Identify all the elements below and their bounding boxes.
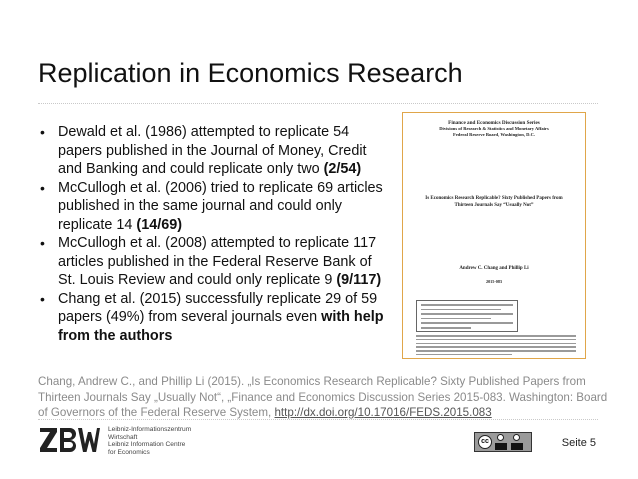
bullet-item bbox=[38, 123, 388, 179]
paper-authors: Andrew C. Chang and Phillip Li bbox=[459, 266, 529, 271]
paper-series: Finance and Economics Discussion Series bbox=[448, 120, 540, 126]
bullet-text: McCullogh et al. (2006) tried to replicate 69 articles published in the same journal and could only replicate 14 bbox=[58, 179, 383, 233]
cc-by-nc-license-icon[interactable] bbox=[474, 432, 532, 452]
citation bbox=[38, 374, 608, 421]
paper-title-line: Is Economics Research Replicable? Sixty Published Papers from bbox=[425, 196, 563, 201]
paper-title bbox=[413, 196, 575, 209]
by-label-icon bbox=[495, 443, 507, 450]
paper-thumbnail bbox=[402, 112, 586, 359]
footer-divider bbox=[38, 419, 598, 420]
paper-title-line: Thirteen Journals Say “Usually Not” bbox=[454, 202, 534, 208]
bullet-dot-icon: • bbox=[40, 290, 45, 307]
bullet-dot-icon: • bbox=[40, 235, 45, 251]
bullet-bold: (9/117) bbox=[336, 272, 382, 288]
zbw-logo bbox=[38, 424, 100, 454]
doi-link[interactable]: http://dx.doi.org/10.17016/FEDS.2015.083 bbox=[274, 406, 492, 419]
slide-title: Replication in Economics Research bbox=[38, 58, 463, 88]
institution-line: for Economics bbox=[108, 448, 150, 456]
institution-name bbox=[108, 426, 191, 456]
bullet-dot-icon: • bbox=[40, 179, 45, 196]
paper-note-lines bbox=[416, 335, 576, 358]
bullet-bold: (2/54) bbox=[323, 161, 362, 177]
by-person-icon bbox=[497, 434, 504, 441]
nc-label-icon bbox=[511, 443, 523, 450]
bullet-text: McCullogh et al. (2008) attempted to replicate 117 articles published in the Federal Reserve Bank of St. Louis Review and could only replicate 9 bbox=[58, 235, 377, 288]
paper-cite-box bbox=[416, 300, 518, 332]
paper-board: Federal Reserve Board, Washington, D.C. bbox=[452, 132, 536, 137]
paper-number: 2015-083 bbox=[485, 279, 503, 284]
paper-division: Divisions of Research & Statistics and Monetary Affairs bbox=[439, 126, 549, 131]
nc-dollar-icon bbox=[513, 434, 520, 441]
cc-icon: cc bbox=[478, 435, 492, 449]
institution-line: Leibniz-Informationszentrum bbox=[108, 426, 192, 433]
bullet-item bbox=[38, 179, 388, 235]
page-number: Seite 5 bbox=[561, 437, 596, 449]
bullet-text: Chang et al. (2015) successfully replicate 29 of 59 papers (49%) from several journals even bbox=[58, 290, 378, 325]
title-divider bbox=[38, 103, 598, 104]
bullet-bold: (14/69) bbox=[136, 216, 183, 233]
bullet-text: Dewald et al. (1986) attempted to replicate 54 papers published in the Journal of Money, Credit and Banking and could replicate only two bbox=[58, 124, 367, 177]
bullet-bold: with help from the authors bbox=[58, 309, 384, 344]
institution-line: Leibniz Information Centre bbox=[108, 441, 186, 449]
bullet-dot-icon: • bbox=[40, 124, 45, 140]
bullet-item bbox=[38, 234, 388, 290]
citation-text: Chang, Andrew C., and Phillip Li (2015). „Is Economics Research Replicable? Sixty Published Papers from Thirteen Journals Say „Usually Not“, „Finance and Economics Discussion Series 2015-083. Washington: Board of Governors of the Federal Reserve System, bbox=[38, 375, 608, 419]
paper-header bbox=[413, 120, 575, 138]
institution-line: Wirtschaft bbox=[108, 433, 138, 441]
bullet-list bbox=[38, 123, 388, 345]
bullet-item bbox=[38, 290, 388, 346]
